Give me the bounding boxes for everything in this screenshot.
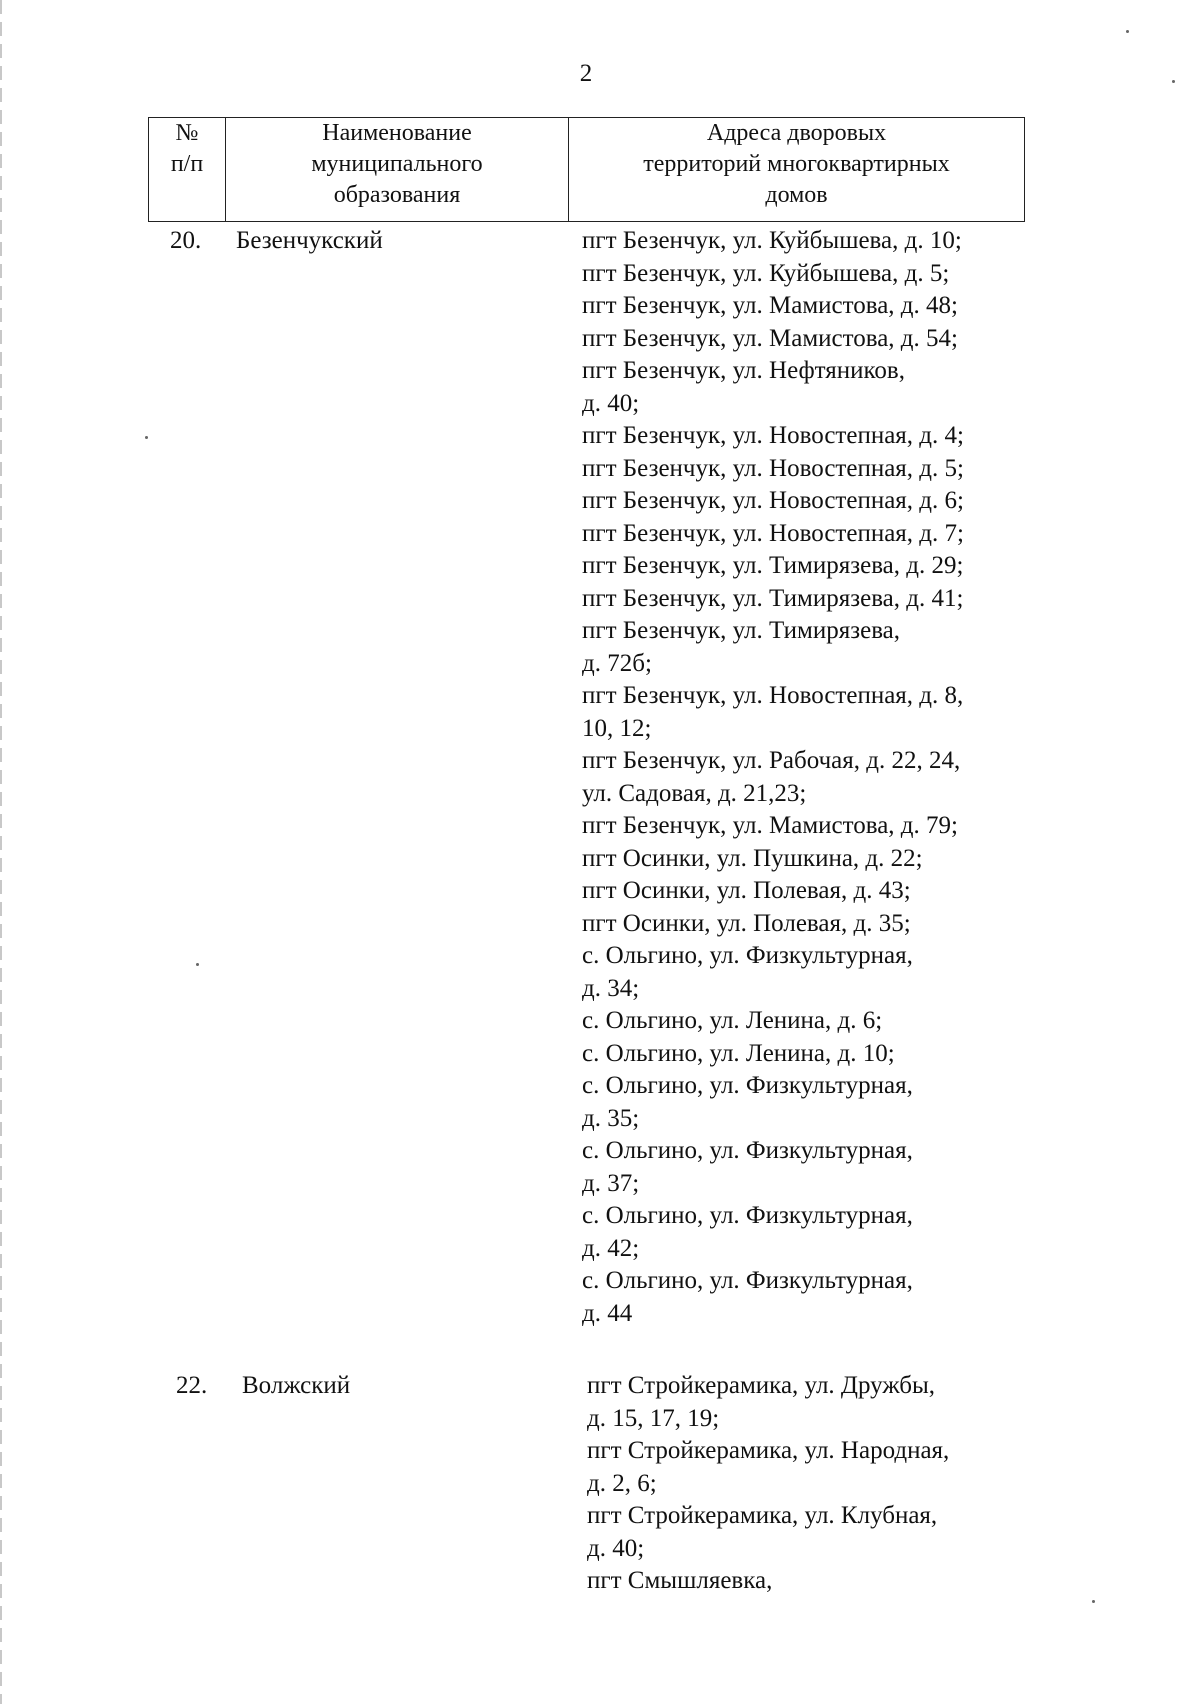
scan-speck — [1126, 30, 1129, 33]
table-header — [148, 117, 1025, 222]
header-text: № — [175, 120, 199, 146]
scan-speck — [196, 963, 199, 966]
address-line: с. Ольгино, ул. Физкультурная, — [582, 1267, 913, 1294]
address-line: пгт Стройкерамика, ул. Дружбы, — [587, 1372, 936, 1399]
address-line: с. Ольгино, ул. Физкультурная, — [582, 1202, 913, 1229]
address-line: с. Ольгино, ул. Ленина, д. 6; — [582, 1007, 883, 1034]
address-line: пгт Безенчук, ул. Тимирязева, д. 29; — [582, 552, 964, 579]
address-line: пгт Безенчук, ул. Мамистова, д. 48; — [582, 292, 958, 319]
address-line: пгт Осинки, ул. Полевая, д. 43; — [582, 877, 911, 904]
address-line: д. 42; — [582, 1234, 640, 1262]
address-list — [587, 1370, 949, 1598]
header-cell-name — [226, 118, 569, 222]
address-line: д. 44 — [582, 1299, 633, 1327]
address-line: пгт Осинки, ул. Пушкина, д. 22; — [582, 844, 923, 872]
address-line: д. 40; — [587, 1534, 645, 1562]
address-line: пгт Безенчук, ул. Нефтяников, — [582, 357, 905, 384]
address-line: пгт Безенчук, ул. Мамистова, д. 79; — [582, 812, 958, 839]
municipality-name: Безенчукский — [236, 227, 383, 254]
address-line: пгт Смышляевка, — [587, 1567, 773, 1594]
address-line: пгт Безенчук, ул. Новостепная, д. 5; — [582, 454, 964, 482]
address-line: с. Ольгино, ул. Физкультурная, — [582, 1137, 913, 1164]
address-line: д. 37; — [582, 1169, 640, 1197]
address-line: пгт Осинки, ул. Полевая, д. 35; — [582, 909, 911, 937]
row-number: 22. — [176, 1372, 208, 1399]
address-line: пгт Безенчук, ул. Новостепная, д. 6; — [582, 487, 964, 514]
address-list — [582, 225, 964, 1330]
address-line: 10, 12; — [582, 714, 652, 742]
header-text: Адреса дворовых — [706, 120, 887, 146]
address-line: с. Ольгино, ул. Физкультурная, — [582, 1072, 913, 1099]
header-cell-number — [149, 118, 226, 222]
address-line: пгт Стройкерамика, ул. Клубная, — [587, 1502, 938, 1529]
header-text: домов — [765, 182, 828, 208]
address-line: пгт Безенчук, ул. Рабочая, д. 22, 24, — [582, 747, 961, 774]
address-line: пгт Безенчук, ул. Тимирязева, д. 41; — [582, 584, 964, 612]
address-line: д. 40; — [582, 389, 640, 417]
address-line: д. 35; — [582, 1104, 640, 1132]
header-text: п/п — [170, 151, 204, 177]
header-text: образования — [333, 182, 461, 208]
address-line: пгт Безенчук, ул. Куйбышева, д. 5; — [582, 259, 950, 287]
header-text: Наименование — [322, 120, 472, 146]
address-line: д. 34; — [582, 974, 640, 1002]
header-cell-address — [569, 118, 1025, 222]
address-line: пгт Стройкерамика, ул. Народная, — [587, 1437, 950, 1464]
address-line: д. 15, 17, 19; — [587, 1404, 720, 1432]
address-line: ул. Садовая, д. 21,23; — [582, 779, 807, 807]
address-line: пгт Безенчук, ул. Новостепная, д. 4; — [582, 422, 964, 449]
page-number: 2 — [579, 60, 593, 87]
address-line: пгт Безенчук, ул. Мамистова, д. 54; — [582, 324, 958, 352]
municipality-name: Волжский — [242, 1372, 351, 1399]
address-line: пгт Безенчук, ул. Куйбышева, д. 10; — [582, 227, 962, 254]
row-number: 20. — [170, 227, 202, 254]
address-line: пгт Безенчук, ул. Новостепная, д. 8, — [582, 682, 964, 709]
header-text: территорий многоквартирных — [643, 151, 950, 177]
scan-speck — [145, 436, 148, 439]
scan-speck — [1092, 1600, 1095, 1603]
scan-speck — [1172, 80, 1175, 83]
address-line: с. Ольгино, ул. Физкультурная, — [582, 942, 913, 969]
scan-left-edge — [0, 0, 2, 1704]
address-line: д. 72б; — [582, 649, 652, 677]
header-text: муниципального — [311, 151, 483, 177]
address-line: пгт Безенчук, ул. Тимирязева, — [582, 617, 901, 644]
address-line: д. 2, 6; — [587, 1469, 657, 1497]
address-line: пгт Безенчук, ул. Новостепная, д. 7; — [582, 519, 964, 547]
address-line: с. Ольгино, ул. Ленина, д. 10; — [582, 1039, 895, 1067]
